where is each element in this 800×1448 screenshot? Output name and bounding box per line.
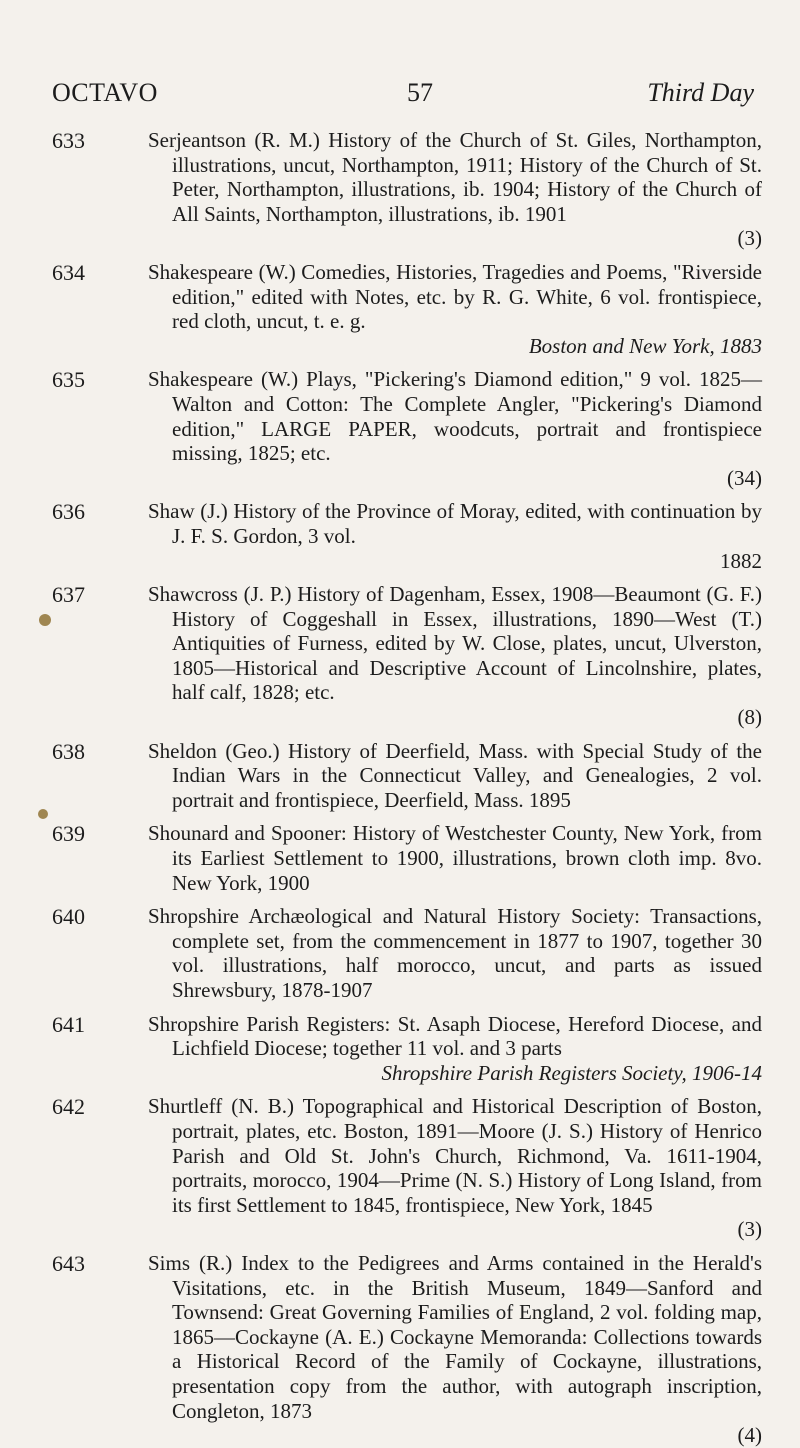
lot-description — [148, 260, 762, 358]
page-number: 57 — [407, 78, 433, 107]
lot-tail: (34) — [727, 465, 762, 490]
header-right: Third Day — [647, 78, 754, 107]
page-header — [52, 78, 754, 118]
lot-text: Shakespeare (W.) Comedies, Histories, Tragedies and Poems, "Riverside edition," edited with Notes, etc. by R. G. White, 6 vol. frontispiece, red cloth, uncut, t. e. g. — [148, 259, 762, 334]
ink-spot — [39, 614, 51, 626]
lot-text: Shaw (J.) History of the Province of Moray, edited, with continuation by J. F. S. Gordon, 3 vol. — [148, 499, 762, 548]
lot-tail: (3) — [737, 226, 762, 251]
lot-description — [148, 904, 762, 1002]
lot-description — [148, 367, 762, 490]
lot-text: Shawcross (J. P.) History of Dagenham, Essex, 1908—Beaumont (G. F.) History of Coggeshall in Essex, illustrations, 1890—West (T.) Antiquities of Furness, edited by W. Close, plates, uncut, Ulverston, 1805—Historical and Descriptive Account of Lincolnshire, plates, half calf, 1828; etc. — [148, 582, 762, 705]
lot-description — [148, 1012, 762, 1086]
lot-list — [52, 128, 762, 1448]
lot-number: 635 — [52, 367, 85, 393]
ink-spot — [38, 809, 48, 819]
lot-entry — [52, 904, 762, 1002]
lot-number: 634 — [52, 259, 85, 285]
lot-entry — [52, 582, 762, 730]
lot-number: 638 — [52, 738, 85, 764]
lot-entry — [52, 1094, 762, 1242]
lot-text: Sims (R.) Index to the Pedigrees and Arms contained in the Herald's Visitations, etc. in the British Museum, 1849—Sanford and Townsend: Great Governing Families of England, 2 vol. folding map, 1865—Cockayne (A. E.) Cockayne Memoranda: Collections towards a Historical Record of the Family of Cockayne, illustrations, presentation copy from the author, with autograph inscription, Congleton, 1873 — [148, 1250, 762, 1423]
lot-number: 637 — [52, 582, 85, 608]
lot-description — [148, 582, 762, 730]
lot-text: Shropshire Parish Registers: St. Asaph Diocese, Hereford Diocese, and Lichfield Diocese; together 11 vol. and 3 parts — [148, 1011, 762, 1061]
lot-description — [148, 1251, 762, 1448]
lot-entry — [52, 128, 762, 251]
lot-tail: (3) — [737, 1217, 762, 1242]
lot-tail: 1882 — [720, 548, 762, 573]
lot-tail: Boston and New York, 1883 — [528, 333, 762, 358]
lot-entry — [52, 1012, 762, 1086]
lot-entry — [52, 499, 762, 573]
lot-text: Shounard and Spooner: History of Westchester County, New York, from its Earliest Settlement to 1900, illustrations, brown cloth imp. 8vo. New York, 1900 — [148, 821, 762, 895]
lot-number: 640 — [52, 904, 85, 930]
lot-entry — [52, 739, 762, 813]
lot-description — [148, 128, 762, 251]
lot-number: 633 — [52, 128, 85, 153]
lot-number: 642 — [52, 1094, 85, 1120]
lot-text: Shropshire Archæological and Natural History Society: Transactions, complete set, from the commencement in 1877 to 1907, together 30 vol. illustrations, half morocco, uncut, and parts as issued Shrewsbury, 1878-1907 — [148, 904, 762, 1002]
lot-description — [148, 821, 762, 895]
header-left: OCTAVO — [52, 78, 158, 107]
lot-tail: Shropshire Parish Registers Society, 1906-14 — [381, 1060, 762, 1085]
lot-number: 636 — [52, 499, 85, 525]
lot-entry — [52, 1251, 762, 1448]
lot-number: 641 — [52, 1011, 85, 1037]
lot-tail: (8) — [737, 705, 762, 730]
lot-number: 639 — [52, 821, 85, 847]
lot-entry — [52, 821, 762, 895]
lot-text: Shurtleff (N. B.) Topographical and Historical Description of Boston, portrait, plates, etc. Boston, 1891—Moore (J. S.) History of Henrico Parish and Old St. John's Church, Richmond, Va. 1611-1904, portraits, morocco, 1904—Prime (N. S.) History of Long Island, from its first Settlement to 1845, frontispiece, New York, 1845 — [148, 1094, 762, 1217]
lot-text: Shakespeare (W.) Plays, "Pickering's Diamond edition," 9 vol. 1825—Walton and Cotton: The Complete Angler, "Pickering's Diamond edition," LARGE PAPER, woodcuts, portrait and frontispiece missing, 1825; etc. — [148, 367, 762, 466]
lot-text: Serjeantson (R. M.) History of the Church of St. Giles, Northampton, illustrations, uncut, Northampton, 1911; History of the Church of St. Peter, Northampton, illustrations, ib. 1904; History of the Church of All Saints, Northampton, illustrations, ib. 1901 — [148, 128, 762, 226]
lot-entry — [52, 367, 762, 490]
lot-tail: (4) — [737, 1423, 762, 1448]
lot-description — [148, 1094, 762, 1242]
lot-description — [148, 499, 762, 573]
lot-number: 643 — [52, 1250, 85, 1276]
lot-text: Sheldon (Geo.) History of Deerfield, Mass. with Special Study of the Indian Wars in the Connecticut Valley, and Genealogies, 2 vol. portrait and frontispiece, Deerfield, Mass. 1895 — [148, 738, 762, 812]
lot-description — [148, 739, 762, 813]
lot-entry — [52, 260, 762, 358]
